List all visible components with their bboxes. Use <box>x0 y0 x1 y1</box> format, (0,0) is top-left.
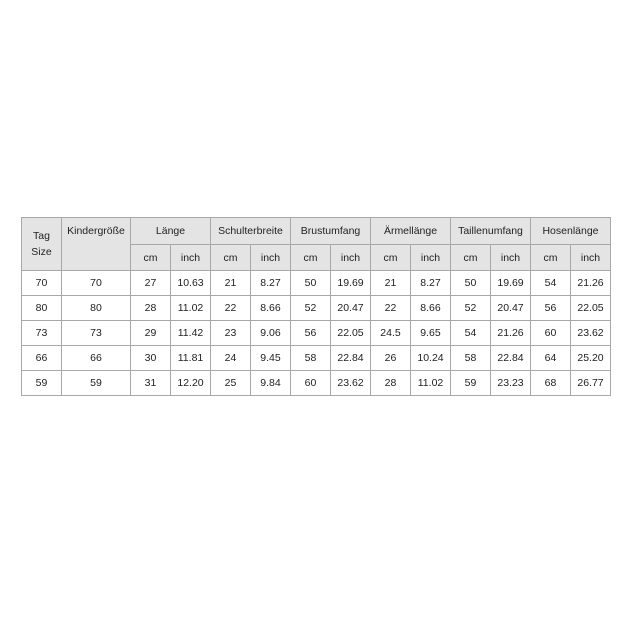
inch-value-cell: 22.05 <box>571 296 611 321</box>
group-header-chest: Brustumfang <box>291 218 371 245</box>
inch-value-cell: 19.69 <box>331 271 371 296</box>
unit-inch-header: inch <box>491 245 531 271</box>
inch-value-cell: 21.26 <box>571 271 611 296</box>
cm-value-cell: 21 <box>371 271 411 296</box>
inch-value-cell: 23.23 <box>491 371 531 396</box>
inch-value-cell: 23.62 <box>331 371 371 396</box>
tag-size-cell: 73 <box>22 321 62 346</box>
cm-value-cell: 31 <box>131 371 171 396</box>
tag-size-label-line1: Tag <box>33 230 50 242</box>
inch-value-cell: 22.05 <box>331 321 371 346</box>
cm-value-cell: 22 <box>371 296 411 321</box>
tag-size-cell: 70 <box>22 271 62 296</box>
group-header-sleeve: Ärmellänge <box>371 218 451 245</box>
cm-value-cell: 58 <box>291 346 331 371</box>
inch-value-cell: 8.27 <box>411 271 451 296</box>
kids-size-cell: 66 <box>62 346 131 371</box>
inch-value-cell: 9.45 <box>251 346 291 371</box>
group-header-waist: Taillenumfang <box>451 218 531 245</box>
cm-value-cell: 56 <box>531 296 571 321</box>
cm-value-cell: 24 <box>211 346 251 371</box>
kids-size-header: Kindergröße <box>62 218 131 271</box>
cm-value-cell: 52 <box>451 296 491 321</box>
inch-value-cell: 21.26 <box>491 321 531 346</box>
inch-value-cell: 8.27 <box>251 271 291 296</box>
size-table <box>21 217 611 396</box>
group-header-shoulder: Schulterbreite <box>211 218 291 245</box>
unit-cm-header: cm <box>531 245 571 271</box>
cm-value-cell: 30 <box>131 346 171 371</box>
kids-size-cell: 80 <box>62 296 131 321</box>
unit-cm-header: cm <box>371 245 411 271</box>
cm-value-cell: 29 <box>131 321 171 346</box>
tag-size-cell: 66 <box>22 346 62 371</box>
header-row <box>22 218 611 245</box>
inch-value-cell: 8.66 <box>411 296 451 321</box>
cm-value-cell: 21 <box>211 271 251 296</box>
size-chart <box>21 217 611 396</box>
unit-cm-header: cm <box>211 245 251 271</box>
cm-value-cell: 52 <box>291 296 331 321</box>
inch-value-cell: 26.77 <box>571 371 611 396</box>
tag-size-label-line2: Size <box>31 246 52 258</box>
cm-value-cell: 27 <box>131 271 171 296</box>
cm-value-cell: 60 <box>531 321 571 346</box>
inch-value-cell: 22.84 <box>491 346 531 371</box>
table-body <box>22 271 611 396</box>
cm-value-cell: 54 <box>451 321 491 346</box>
inch-value-cell: 9.84 <box>251 371 291 396</box>
table-row <box>22 321 611 346</box>
inch-value-cell: 20.47 <box>331 296 371 321</box>
unit-inch-header: inch <box>251 245 291 271</box>
cm-value-cell: 26 <box>371 346 411 371</box>
unit-cm-header: cm <box>291 245 331 271</box>
group-header-length: Länge <box>131 218 211 245</box>
unit-inch-header: inch <box>571 245 611 271</box>
unit-cm-header: cm <box>451 245 491 271</box>
inch-value-cell: 19.69 <box>491 271 531 296</box>
cm-value-cell: 59 <box>451 371 491 396</box>
group-header-pants-length: Hosenlänge <box>531 218 611 245</box>
kids-size-cell: 70 <box>62 271 131 296</box>
cm-value-cell: 64 <box>531 346 571 371</box>
cm-value-cell: 23 <box>211 321 251 346</box>
inch-value-cell: 10.63 <box>171 271 211 296</box>
cm-value-cell: 56 <box>291 321 331 346</box>
kids-size-cell: 73 <box>62 321 131 346</box>
unit-inch-header: inch <box>171 245 211 271</box>
tag-size-header <box>22 218 62 271</box>
cm-value-cell: 22 <box>211 296 251 321</box>
tag-size-cell: 59 <box>22 371 62 396</box>
unit-cm-header: cm <box>131 245 171 271</box>
cm-value-cell: 28 <box>131 296 171 321</box>
inch-value-cell: 12.20 <box>171 371 211 396</box>
inch-value-cell: 22.84 <box>331 346 371 371</box>
cm-value-cell: 50 <box>291 271 331 296</box>
inch-value-cell: 11.81 <box>171 346 211 371</box>
cm-value-cell: 25 <box>211 371 251 396</box>
inch-value-cell: 9.65 <box>411 321 451 346</box>
table-row <box>22 371 611 396</box>
cm-value-cell: 54 <box>531 271 571 296</box>
kids-size-cell: 59 <box>62 371 131 396</box>
inch-value-cell: 8.66 <box>251 296 291 321</box>
inch-value-cell: 10.24 <box>411 346 451 371</box>
cm-value-cell: 50 <box>451 271 491 296</box>
table-row <box>22 271 611 296</box>
inch-value-cell: 11.42 <box>171 321 211 346</box>
inch-value-cell: 9.06 <box>251 321 291 346</box>
inch-value-cell: 23.62 <box>571 321 611 346</box>
cm-value-cell: 58 <box>451 346 491 371</box>
inch-value-cell: 25.20 <box>571 346 611 371</box>
cm-value-cell: 68 <box>531 371 571 396</box>
unit-inch-header: inch <box>331 245 371 271</box>
inch-value-cell: 11.02 <box>171 296 211 321</box>
tag-size-cell: 80 <box>22 296 62 321</box>
table-row <box>22 296 611 321</box>
inch-value-cell: 11.02 <box>411 371 451 396</box>
cm-value-cell: 24.5 <box>371 321 411 346</box>
inch-value-cell: 20.47 <box>491 296 531 321</box>
unit-inch-header: inch <box>411 245 451 271</box>
cm-value-cell: 60 <box>291 371 331 396</box>
table-row <box>22 346 611 371</box>
cm-value-cell: 28 <box>371 371 411 396</box>
